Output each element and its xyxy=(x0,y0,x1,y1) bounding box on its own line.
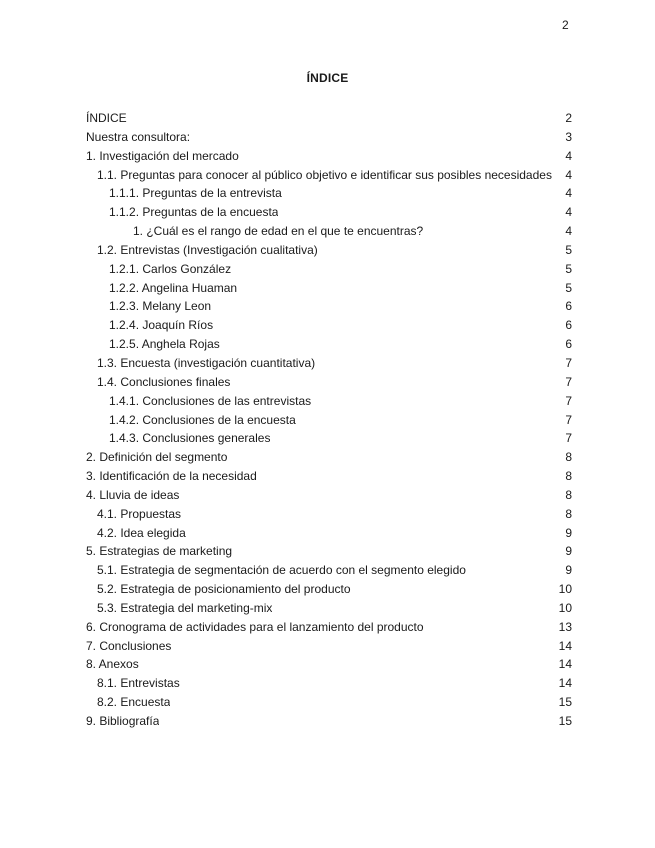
toc-entry-page: 15 xyxy=(558,695,572,710)
toc-entry-label: 8. Anexos xyxy=(86,657,139,672)
toc-entry-label: 1.3. Encuesta (investigación cuantitativa) xyxy=(97,355,316,370)
toc-entry[interactable] xyxy=(86,467,572,486)
toc-entry-label: 1.2.2. Angelina Huaman xyxy=(109,280,238,295)
toc-entry-label: 1.2.4. Joaquín Ríos xyxy=(109,318,214,333)
toc-entry-label: 1.4.1. Conclusiones de las entrevistas xyxy=(109,393,312,408)
toc-entry[interactable] xyxy=(86,524,572,543)
toc-entry-page: 2 xyxy=(565,111,572,125)
toc-entry-label: 1.2.3. Melany Leon xyxy=(109,299,212,314)
toc-entry[interactable] xyxy=(86,241,572,260)
toc-entry[interactable] xyxy=(86,618,572,637)
toc-entry[interactable] xyxy=(86,712,572,731)
toc-entry[interactable] xyxy=(86,637,572,656)
table-of-contents xyxy=(86,109,572,731)
toc-entry[interactable] xyxy=(86,674,572,693)
toc-entry-page: 9 xyxy=(565,525,572,540)
toc-entry-label: 1.1.2. Preguntas de la encuesta xyxy=(109,205,279,220)
toc-entry-label: 4.2. Idea elegida xyxy=(97,525,186,540)
toc-entry[interactable] xyxy=(86,561,572,580)
toc-entry-label: 5.3. Estrategia del marketing-mix xyxy=(97,600,273,615)
toc-entry-page: 8 xyxy=(565,506,572,521)
toc-entry[interactable] xyxy=(86,486,572,505)
toc-entry-page: 5 xyxy=(565,261,572,276)
toc-entry-page: 14 xyxy=(558,676,572,691)
toc-entry[interactable] xyxy=(86,109,572,128)
toc-entry-page: 9 xyxy=(565,544,572,559)
toc-entry[interactable] xyxy=(86,693,572,712)
toc-entry-label: 4. Lluvia de ideas xyxy=(86,487,180,502)
toc-entry-label: 5.2. Estrategia de posicionamiento del producto xyxy=(97,582,351,597)
toc-entry[interactable] xyxy=(86,203,572,222)
toc-entry-label: 3. Identificación de la necesidad xyxy=(86,469,257,484)
page-title: ÍNDICE xyxy=(306,71,349,85)
toc-entry-label: 1.4.3. Conclusiones generales xyxy=(109,431,271,446)
toc-entry-page: 14 xyxy=(558,657,572,672)
toc-entry[interactable] xyxy=(86,655,572,674)
toc-entry-label: 1. ¿Cuál es el rango de edad en el que te encuentras? xyxy=(133,224,424,239)
toc-entry[interactable] xyxy=(86,373,572,392)
toc-entry-page: 4 xyxy=(565,186,572,201)
toc-entry-label: 1.2. Entrevistas (Investigación cualitativa) xyxy=(97,242,318,257)
toc-entry-page: 5 xyxy=(565,280,572,295)
toc-entry-page: 14 xyxy=(558,638,572,653)
toc-entry-page: 3 xyxy=(565,129,572,144)
toc-entry-label: 2. Definición del segmento xyxy=(86,450,228,465)
toc-entry[interactable] xyxy=(86,297,572,316)
toc-entry-page: 4 xyxy=(565,148,572,163)
page-number: 2 xyxy=(562,18,569,32)
toc-entry[interactable] xyxy=(86,354,572,373)
toc-entry[interactable] xyxy=(86,279,572,298)
toc-entry-label: 8.1. Entrevistas xyxy=(97,676,180,691)
toc-entry-label: ÍNDICE xyxy=(86,111,127,125)
toc-entry[interactable] xyxy=(86,335,572,354)
toc-entry[interactable] xyxy=(86,448,572,467)
toc-entry-label: 4.1. Propuestas xyxy=(97,506,182,521)
toc-entry-label: 5. Estrategias de marketing xyxy=(86,544,233,559)
toc-entry-label: 1.1.1. Preguntas de la entrevista xyxy=(109,186,282,201)
toc-entry-page: 10 xyxy=(558,582,572,597)
toc-entry-page: 7 xyxy=(565,393,572,408)
toc-entry-page: 4 xyxy=(565,205,572,220)
toc-entry-page: 7 xyxy=(565,374,572,389)
toc-entry-label: 1.1. Preguntas para conocer al público objetivo e identificar sus posibles necesidades xyxy=(97,167,552,182)
toc-entry-label: Nuestra consultora: xyxy=(86,129,191,144)
toc-entry[interactable] xyxy=(86,542,572,561)
toc-entry[interactable] xyxy=(86,392,572,411)
toc-entry[interactable] xyxy=(86,411,572,430)
toc-entry-page: 8 xyxy=(565,487,572,502)
toc-entry[interactable] xyxy=(86,599,572,618)
toc-entry-label: 6. Cronograma de actividades para el lanzamiento del producto xyxy=(86,619,424,634)
toc-entry-page: 6 xyxy=(565,318,572,333)
toc-entry-label: 1. Investigación del mercado xyxy=(86,148,239,163)
toc-entry[interactable] xyxy=(86,316,572,335)
toc-entry-label: 1.2.1. Carlos González xyxy=(109,261,232,276)
toc-entry-page: 4 xyxy=(565,224,572,239)
toc-entry-page: 6 xyxy=(565,299,572,314)
toc-entry-page: 6 xyxy=(565,337,572,352)
toc-entry[interactable] xyxy=(86,505,572,524)
toc-entry[interactable] xyxy=(86,128,572,147)
toc-entry[interactable] xyxy=(86,429,572,448)
toc-entry-page: 8 xyxy=(565,469,572,484)
toc-entry-label: 1.4. Conclusiones finales xyxy=(97,374,231,389)
toc-entry-label: 5.1. Estrategia de segmentación de acuerdo con el segmento elegido xyxy=(97,563,466,578)
toc-entry-page: 4 xyxy=(565,167,572,182)
toc-entry[interactable] xyxy=(86,222,572,241)
toc-entry-label: 8.2. Encuesta xyxy=(97,695,171,710)
toc-entry[interactable] xyxy=(86,260,572,279)
toc-entry[interactable] xyxy=(86,184,572,203)
toc-entry-label: 7. Conclusiones xyxy=(86,638,172,653)
toc-entry-page: 7 xyxy=(565,355,572,370)
toc-entry-page: 15 xyxy=(558,714,572,728)
toc-entry-label: 9. Bibliografía xyxy=(86,714,160,728)
toc-entry[interactable] xyxy=(86,580,572,599)
toc-entry-page: 13 xyxy=(558,619,572,634)
toc-entry-label: 1.4.2. Conclusiones de la encuesta xyxy=(109,412,296,427)
toc-entry[interactable] xyxy=(86,147,572,166)
toc-entry-page: 5 xyxy=(565,242,572,257)
toc-entry[interactable] xyxy=(86,166,572,185)
toc-entry-page: 8 xyxy=(565,450,572,465)
toc-entry-page: 9 xyxy=(565,563,572,578)
toc-entry-page: 7 xyxy=(565,412,572,427)
toc-entry-page: 10 xyxy=(558,600,572,615)
toc-entry-page: 7 xyxy=(565,431,572,446)
toc-entry-label: 1.2.5. Anghela Rojas xyxy=(109,337,220,352)
